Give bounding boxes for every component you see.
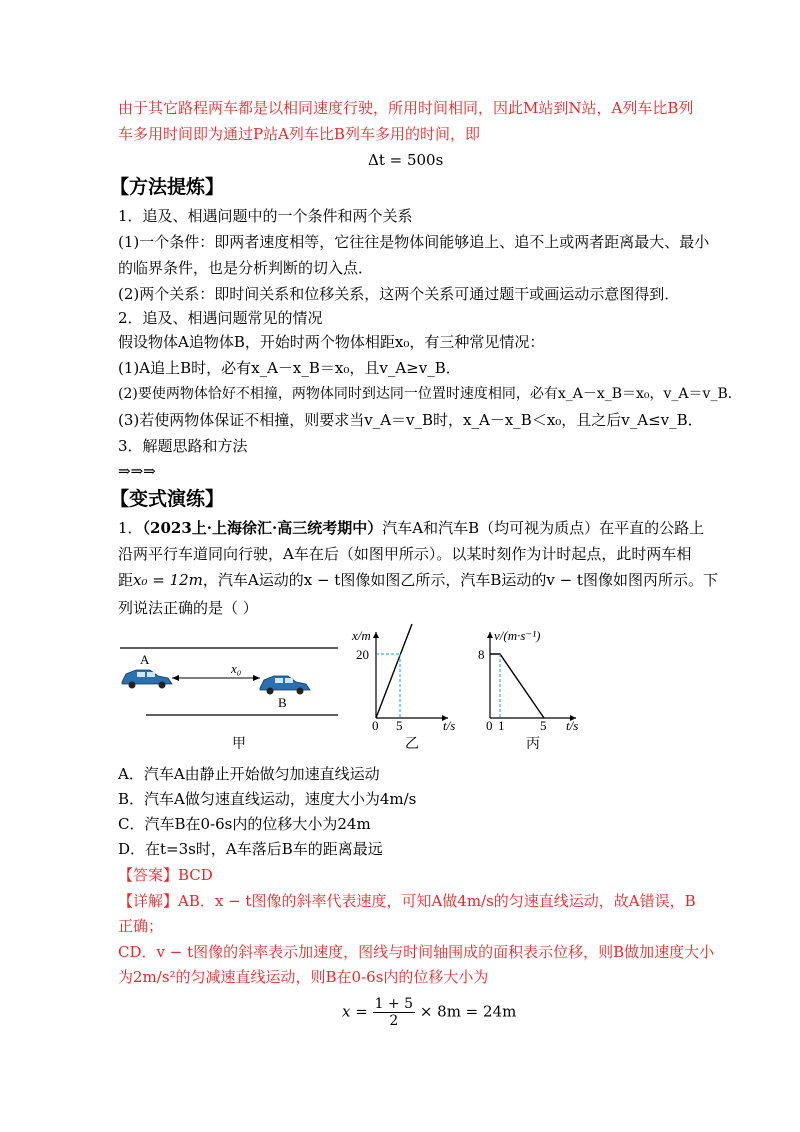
intro-line-2: 车多用时间即为通过P站A列车比B列车多用的时间，即 bbox=[118, 125, 480, 143]
question-source: （2023上·上海徐汇·高三统考期中） bbox=[142, 519, 383, 537]
car-b-icon bbox=[260, 676, 310, 695]
method-p3: 的临界条件，也是分析判断的切入点． bbox=[118, 259, 374, 277]
final-formula-fraction bbox=[373, 996, 415, 1029]
option-d: D．在t=3s时，A车落后B车的距离最远 bbox=[118, 840, 383, 858]
method-p7: (1)A追上B时，必有x_A－x_B＝x₀，且v_A≥v_B． bbox=[118, 359, 461, 377]
method-p4: (2)两个关系：即时间关系和位移关系，这两个关系可通过题干或画运动示意图得到． bbox=[118, 285, 680, 303]
car-b-label: B bbox=[278, 695, 287, 710]
method-p6: 假设物体A追物体B，开始时两个物体相距x₀，有三种常见情况： bbox=[118, 333, 545, 351]
question-line-4: 列说法正确的是（ ） bbox=[118, 599, 258, 617]
yi-origin: 0 bbox=[372, 718, 379, 733]
practice-heading: 【变式演练】 bbox=[110, 488, 225, 510]
final-formula-rhs: × 8m = 24m bbox=[419, 1002, 517, 1021]
detail-line-3: CD．v − t图像的斜率表示加速度，图线与时间轴围成的面积表示位移，则B做加速度大小 bbox=[118, 943, 715, 961]
answer-line: 【答案】BCD bbox=[118, 866, 213, 884]
figures-row bbox=[110, 618, 590, 763]
figure-yi bbox=[351, 624, 455, 752]
final-formula bbox=[342, 996, 516, 1029]
yi-xtick: 5 bbox=[396, 718, 403, 733]
bing-xtick-5: 5 bbox=[540, 718, 547, 733]
detail-line-4: 为2m/s²的匀减速直线运动，则B在0-6s内的位移大小为 bbox=[118, 968, 489, 986]
yi-xlabel: t/s bbox=[443, 718, 456, 733]
figure-bing bbox=[478, 628, 578, 752]
bing-xtick-1: 1 bbox=[498, 718, 505, 733]
method-p9: (3)若使两物体保证不相撞，则要求当v_A＝v_B时，x_A－x_B＜x₀，且之后v_A≤v_B． bbox=[118, 411, 703, 429]
final-formula-lhs: x = bbox=[342, 1002, 368, 1021]
intro-line-1: 由于其它路程两车都是以相同速度行驶，所用时间相同，因此M站到N站，A列车比B列 bbox=[118, 99, 694, 117]
figure-bing-caption: 丙 bbox=[526, 737, 540, 752]
distance-label: x₀ bbox=[231, 661, 242, 676]
question-line-1 bbox=[118, 518, 704, 538]
method-heading: 【方法提炼】 bbox=[110, 176, 225, 198]
bing-xlabel: t/s bbox=[566, 718, 579, 733]
yi-graph-line bbox=[376, 624, 412, 718]
final-formula-numerator: 1 + 5 bbox=[374, 996, 414, 1012]
option-a: A．汽车A由静止开始做匀加速直线运动 bbox=[118, 765, 380, 783]
arrow-left-icon bbox=[172, 675, 179, 681]
detail-line-2: 正确； bbox=[118, 917, 164, 935]
car-a-icon bbox=[122, 670, 172, 689]
option-c: C．汽车B在0-6s内的位移大小为24m bbox=[118, 815, 371, 833]
method-p2: (1)一个条件：即两者速度相等，它往往是物体间能够追上、追不上或两者距离最大、最小 bbox=[118, 233, 710, 251]
figure-jia bbox=[120, 648, 338, 752]
intro-formula: Δt = 500s bbox=[368, 151, 444, 169]
method-p5: 2．追及、相遇问题常见的情况 bbox=[118, 309, 323, 327]
question-text-3c: ，汽车A运动的x − t图像如图乙所示，汽车B运动的v − t图像如图丙所示。下 bbox=[202, 571, 718, 589]
question-line-3 bbox=[118, 570, 718, 590]
final-formula-denominator: 2 bbox=[389, 1013, 399, 1029]
method-p10: 3．解题思路和方法 bbox=[118, 437, 248, 455]
figure-yi-caption: 乙 bbox=[405, 737, 419, 752]
yi-ylabel: x/m bbox=[352, 628, 371, 643]
question-number: 1． bbox=[118, 519, 143, 537]
question-text-3a: 距 bbox=[118, 571, 134, 589]
bing-ylabel: v/(m·s⁻¹) bbox=[494, 628, 541, 643]
question-line-2: 沿两平行车道同向行驶，A车在后（如图甲所示）。以某时刻作为计时起点，此时两车相 bbox=[118, 545, 692, 563]
method-p11: ⇒⇒⇒ bbox=[118, 462, 156, 480]
bing-origin: 0 bbox=[486, 718, 493, 733]
yi-ytick: 20 bbox=[356, 647, 369, 662]
question-text-1: 汽车A和汽车B（均可视为质点）在平直的公路上 bbox=[382, 519, 705, 537]
method-p1: 1．追及、相遇问题中的一个条件和两个关系 bbox=[118, 207, 413, 225]
detail-line-1: 【详解】AB．x − t图像的斜率代表速度，可知A做4m/s的匀速直线运动，故A错误，B bbox=[118, 892, 696, 910]
arrow-right-icon bbox=[253, 675, 260, 681]
bing-graph-line bbox=[490, 654, 544, 718]
question-distance: x₀ = 12m bbox=[133, 571, 203, 589]
figure-jia-caption: 甲 bbox=[232, 737, 246, 752]
car-a-label: A bbox=[140, 652, 150, 667]
option-b: B．汽车A做匀速直线运动，速度大小为4m/s bbox=[118, 790, 417, 808]
bing-ytick: 8 bbox=[478, 647, 485, 662]
yi-x-arrow-icon bbox=[373, 632, 379, 638]
bing-v-arrow-icon bbox=[487, 632, 493, 638]
method-p8: (2)要使两物体恰好不相撞，两物体同时到达同一位置时速度相同，必有x_A－x_B＝x₀，v_A＝v_B． bbox=[118, 386, 742, 402]
